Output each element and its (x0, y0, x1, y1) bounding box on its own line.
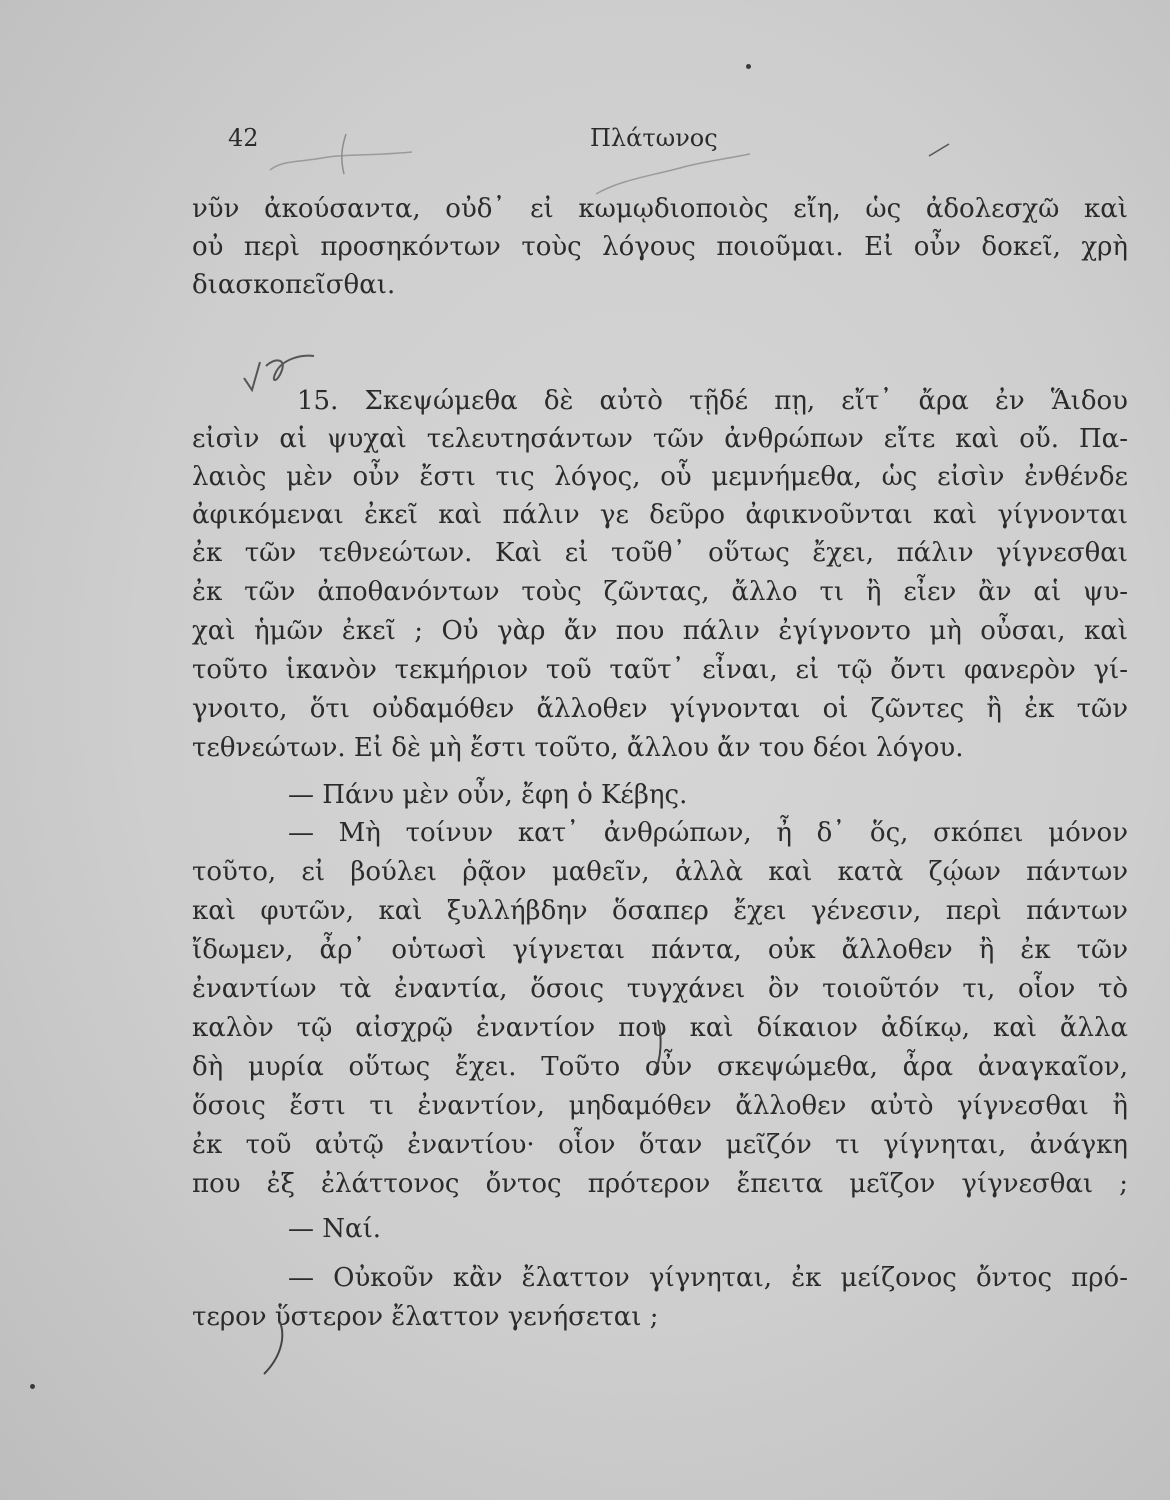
text-line: τοῦτο ἱκανὸν τεκμήριον τοῦ ταῦτ᾽ εἶναι, εἰ τῷ ὄντι φανερὸν γί- (192, 655, 1128, 685)
scan-speck (746, 64, 751, 69)
text-line: νῦν ἀκούσαντα, οὐδ᾽ εἰ κωμῳδιοποιὸς εἴη, ὡς ἀδολεσχῶ καὶ (192, 194, 1128, 224)
text-line: καὶ φυτῶν, καὶ ξυλλήβδην ὅσαπερ ἔχει γένεσιν, περὶ πάντων (192, 896, 1128, 926)
text-line: ἐκ τοῦ αὐτῷ ἐναντίου· οἷον ὅταν μεῖζόν τι γίγνηται, ἀνάγκη (192, 1130, 1128, 1160)
text-line: τεθνεώτων. Εἰ δὲ μὴ ἔστι τοῦτο, ἄλλου ἄν του δέοι λόγου. (192, 733, 964, 763)
text-line: ὅσοις ἔστι τι ἐναντίον, μηδαμόθεν ἄλλοθεν αὐτὸ γίγνεσθαι ἢ (192, 1091, 1128, 1121)
dialogue-line: — Μὴ τοίνυν κατ᾽ ἀνθρώπων, ἦ δ᾽ ὅς, σκόπει μόνον (288, 818, 1128, 848)
page-number: 42 (228, 124, 259, 152)
text-line: τερον ὕστερον ἔλαττον γενήσεται ; (192, 1302, 659, 1332)
running-head: Πλάτωνος (590, 124, 718, 152)
text-line: δὴ μυρία οὕτως ἔχει. Τοῦτο οὖν σκεψώμεθα, ἆρα ἀναγκαῖον, (192, 1052, 1128, 1082)
dialogue-line: — Οὐκοῦν κἂν ἔλαττον γίγνηται, ἐκ μείζονος ὄντος πρό- (288, 1263, 1128, 1293)
text-line: ἐναντίων τὰ ἐναντία, ὅσοις τυγχάνει ὂν τοιοῦτόν τι, οἷον τὸ (192, 974, 1128, 1004)
text-line: γνοιτο, ὅτι οὐδαμόθεν ἄλλοθεν γίγνονται οἱ ζῶντες ἢ ἐκ τῶν (192, 694, 1128, 724)
dialogue-line: — Ναί. (288, 1214, 382, 1244)
text-line: ἐκ τῶν ἀποθανόντων τοὺς ζῶντας, ἄλλο τι ἢ εἶεν ἂν αἱ ψυ- (192, 577, 1128, 607)
pencil-scribble-annotation (262, 130, 422, 190)
text-line: λαιὸς μὲν οὖν ἔστι τις λόγος, οὗ μεμνήμεθα, ὡς εἰσὶν ἐνθένδε (192, 462, 1128, 492)
pencil-scribble-annotation (590, 150, 760, 200)
section-start-line: 15. Σκεψώμεθα δὲ αὐτὸ τῇδέ πῃ, εἴτ᾽ ἄρα ἐν Ἅιδου (297, 386, 1128, 416)
text-line: καλὸν τῷ αἰσχρῷ ἐναντίον που καὶ δίκαιον ἀδίκῳ, καὶ ἄλλα (192, 1013, 1128, 1043)
text-line: ἀφικόμεναι ἐκεῖ καὶ πάλιν γε δεῦρο ἀφικνοῦνται καὶ γίγνονται (192, 500, 1128, 530)
dialogue-line: — Πάνυ μὲν οὖν, ἔφη ὁ Κέβης. (288, 780, 688, 810)
pencil-tick-annotation (925, 140, 955, 160)
text-line: διασκοπεῖσθαι. (192, 270, 396, 300)
text-line: ἴδωμεν, ἆρ᾽ οὑτωσὶ γίγνεται πάντα, οὐκ ἄλλοθεν ἢ ἐκ τῶν (192, 935, 1128, 965)
text-line: οὐ περὶ προσηκόντων τοὺς λόγους ποιοῦμαι. Εἰ οὖν δοκεῖ, χρὴ (192, 232, 1128, 262)
text-line: εἰσὶν αἱ ψυχαὶ τελευτησάντων τῶν ἀνθρώπων εἴτε καὶ οὔ. Πα- (192, 424, 1128, 454)
text-line: τοῦτο, εἰ βούλει ῥᾷον μαθεῖν, ἀλλὰ καὶ κατὰ ζῴων πάντων (192, 857, 1128, 887)
scan-speck (30, 1384, 35, 1389)
text-line: ἐκ τῶν τεθνεώτων. Καὶ εἰ τοῦθ᾽ οὕτως ἔχει, πάλιν γίγνεσθαι (192, 538, 1128, 568)
text-line: που ἐξ ἐλάττονος ὄντος πρότερον ἔπειτα μεῖζον γίγνεσθαι ; (192, 1169, 1128, 1199)
text-line: χαὶ ἡμῶν ἐκεῖ ; Οὐ γὰρ ἄν που πάλιν ἐγίγνοντο μὴ οὖσαι, καὶ (192, 616, 1128, 646)
